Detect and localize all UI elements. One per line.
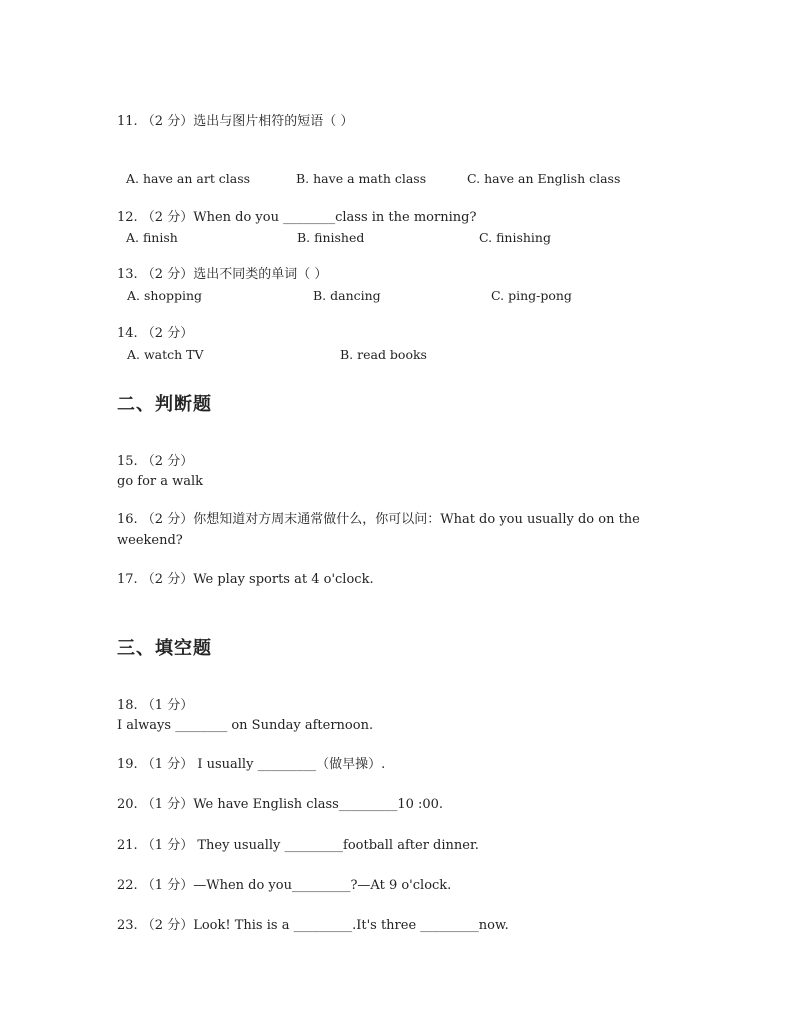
question-13-option-a: A. shopping bbox=[127, 288, 203, 303]
question-21-stem: 21. （1 分） They usually _________football after dinner. bbox=[117, 838, 479, 853]
question-20-stem: 20. （1 分）We have English class_________10 :00. bbox=[117, 797, 444, 812]
question-12-option-b: B. finished bbox=[297, 230, 365, 245]
question-17-stem: 17. （2 分）We play sports at 4 o'clock. bbox=[117, 572, 374, 587]
question-14-stem: 14. （2 分） bbox=[117, 326, 194, 341]
question-11-option-b: B. have a math class bbox=[296, 171, 427, 186]
question-15-text: go for a walk bbox=[117, 474, 204, 489]
question-16-text: weekend? bbox=[117, 533, 183, 548]
question-11-option-c: C. have an English class bbox=[467, 171, 621, 186]
question-11-stem: 11. （2 分）选出与图片相符的短语（ ） bbox=[117, 114, 354, 129]
question-14-option-a: A. watch TV bbox=[127, 347, 204, 362]
question-15-stem: 15. （2 分） bbox=[117, 454, 194, 469]
question-12-option-a: A. finish bbox=[126, 230, 178, 245]
question-23-stem: 23. （2 分）Look! This is a _________.It's three _________now. bbox=[117, 918, 509, 933]
question-12-stem: 12. （2 分）When do you ________class in the morning? bbox=[117, 210, 477, 225]
question-18-stem: 18. （1 分） bbox=[117, 698, 194, 713]
question-14-option-b: B. read books bbox=[340, 347, 427, 362]
section-heading-true-false: 二、判断题 bbox=[117, 394, 212, 415]
question-16-stem: 16. （2 分）你想知道对方周末通常做什么，你可以问：What do you usually do on the bbox=[117, 512, 640, 527]
question-13-stem: 13. （2 分）选出不同类的单词（ ） bbox=[117, 267, 328, 282]
question-19-stem: 19. （1 分） I usually _________（做早操）. bbox=[117, 757, 386, 772]
question-11-option-a: A. have an art class bbox=[126, 171, 251, 186]
question-12-option-c: C. finishing bbox=[479, 230, 551, 245]
question-13-option-c: C. ping-pong bbox=[491, 288, 572, 303]
question-18-text: I always ________ on Sunday afternoon. bbox=[117, 718, 374, 733]
section-heading-fill-blank: 三、填空题 bbox=[117, 638, 212, 659]
question-13-option-b: B. dancing bbox=[313, 288, 381, 303]
question-22-stem: 22. （1 分）—When do you_________?—At 9 o'clock. bbox=[117, 878, 452, 893]
